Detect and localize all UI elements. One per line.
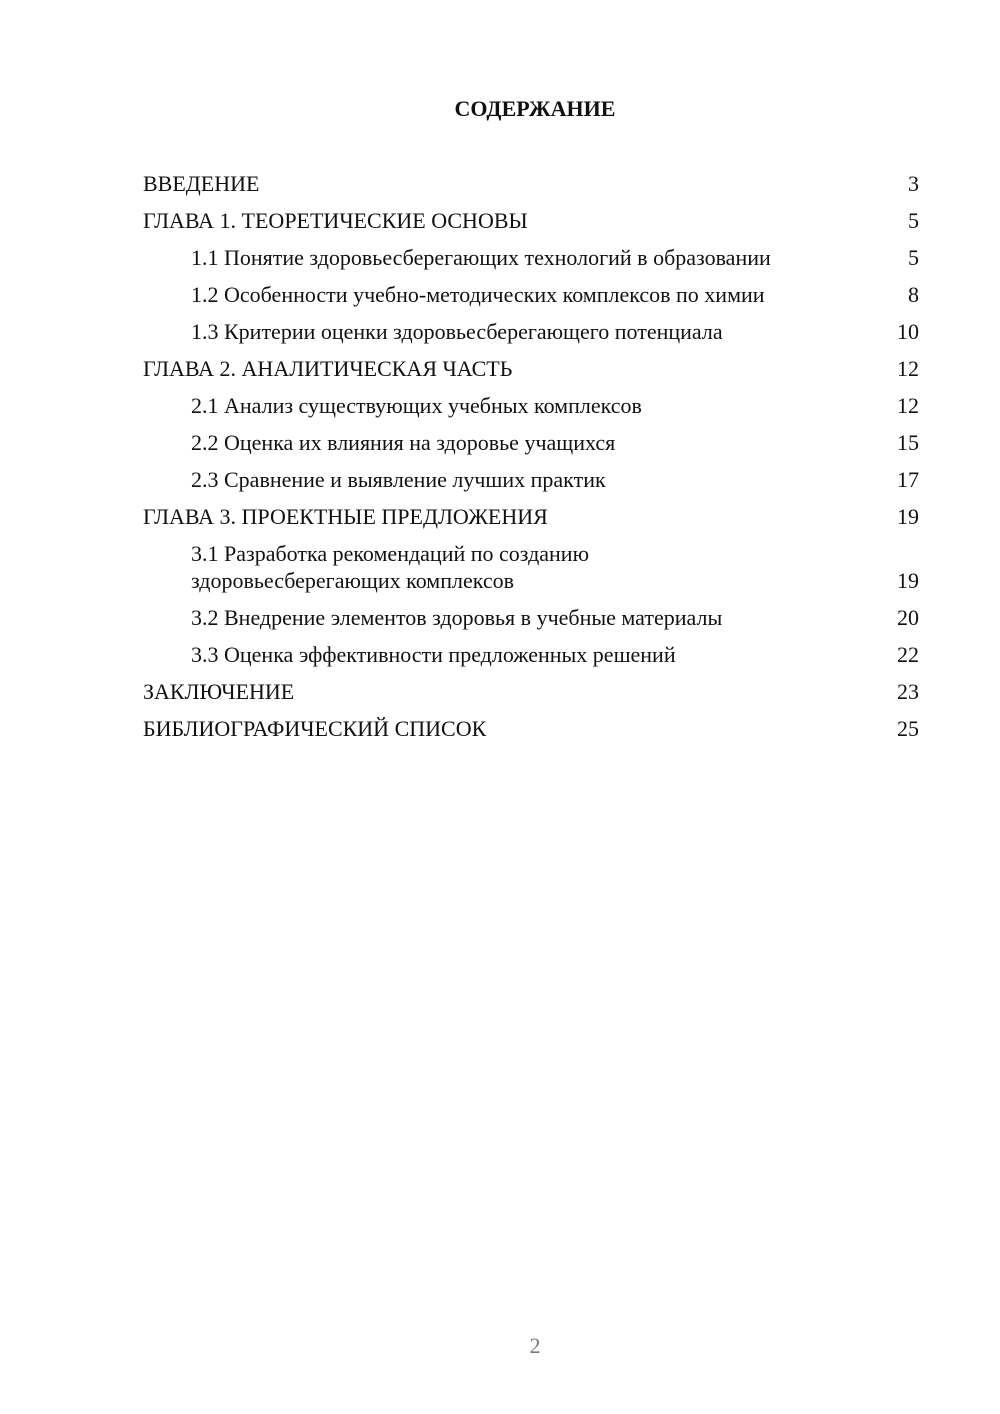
toc-entry-section-2-3[interactable] <box>143 466 919 493</box>
page-number: 2 <box>529 1333 541 1358</box>
toc-entry-page: 15 <box>897 430 919 455</box>
toc-entry-section-3-1[interactable] <box>143 540 919 594</box>
toc-entry-label: 3.2 Внедрение элементов здоровья в учебные материалы <box>191 605 723 630</box>
toc-entry-page: 25 <box>897 716 919 741</box>
toc-entry-section-1-3[interactable] <box>143 318 919 345</box>
toc-entry-section-1-1[interactable] <box>143 244 919 271</box>
toc-entry-label: 1.1 Понятие здоровьесберегающих технологий в образовании <box>191 245 771 270</box>
toc-entry-page: 10 <box>897 319 919 344</box>
toc-entry-label: ВВЕДЕНИЕ <box>143 171 260 196</box>
toc-entry-introduction[interactable] <box>143 170 919 197</box>
toc-entry-section-1-2[interactable] <box>143 281 919 308</box>
toc-entry-section-3-2[interactable] <box>143 604 919 631</box>
toc-entry-page: 20 <box>897 605 919 630</box>
toc-entry-chapter-1[interactable] <box>143 207 919 234</box>
page-title: СОДЕРЖАНИЕ <box>454 96 616 121</box>
toc-entry-page: 23 <box>897 679 919 704</box>
toc-entry-section-2-1[interactable] <box>143 392 919 419</box>
toc-entry-chapter-3[interactable] <box>143 503 919 530</box>
toc-entry-label: 2.3 Сравнение и выявление лучших практик <box>191 467 606 492</box>
toc-entry-page: 12 <box>897 393 919 418</box>
toc-entry-bibliography[interactable] <box>143 715 919 742</box>
toc-entry-label: 2.2 Оценка их влияния на здоровье учащихся <box>191 430 616 455</box>
table-of-contents <box>143 170 919 752</box>
toc-entry-page: 3 <box>908 171 919 196</box>
toc-entry-label: 3.1 Разработка рекомендаций по созданию здоровьесберегающих комплексов <box>191 541 590 593</box>
toc-entry-page: 12 <box>897 356 919 381</box>
toc-entry-conclusion[interactable] <box>143 678 919 705</box>
toc-entry-label: 1.3 Критерии оценки здоровьесберегающего потенциала <box>191 319 723 344</box>
toc-entry-label: 1.2 Особенности учебно-методических комплексов по химии <box>191 282 765 307</box>
toc-entry-label: 3.3 Оценка эффективности предложенных решений <box>191 642 676 667</box>
toc-entry-page: 17 <box>897 467 919 492</box>
toc-entry-label: БИБЛИОГРАФИЧЕСКИЙ СПИСОК <box>143 716 487 741</box>
toc-entry-page: 5 <box>908 245 919 270</box>
toc-entry-label: ГЛАВА 2. АНАЛИТИЧЕСКАЯ ЧАСТЬ <box>143 356 513 381</box>
toc-entry-label: ЗАКЛЮЧЕНИЕ <box>143 679 295 704</box>
toc-entry-label: ГЛАВА 1. ТЕОРЕТИЧЕСКИЕ ОСНОВЫ <box>143 208 528 233</box>
toc-entry-label: 2.1 Анализ существующих учебных комплексов <box>191 393 642 418</box>
toc-entry-page: 8 <box>908 282 919 307</box>
toc-entry-page: 5 <box>908 208 919 233</box>
toc-entry-chapter-2[interactable] <box>143 355 919 382</box>
toc-entry-label: ГЛАВА 3. ПРОЕКТНЫЕ ПРЕДЛОЖЕНИЯ <box>143 504 548 529</box>
toc-entry-page: 22 <box>897 642 919 667</box>
toc-entry-page: 19 <box>897 504 919 529</box>
toc-entry-page: 19 <box>897 568 919 593</box>
toc-entry-section-3-3[interactable] <box>143 641 919 668</box>
toc-entry-section-2-2[interactable] <box>143 429 919 456</box>
